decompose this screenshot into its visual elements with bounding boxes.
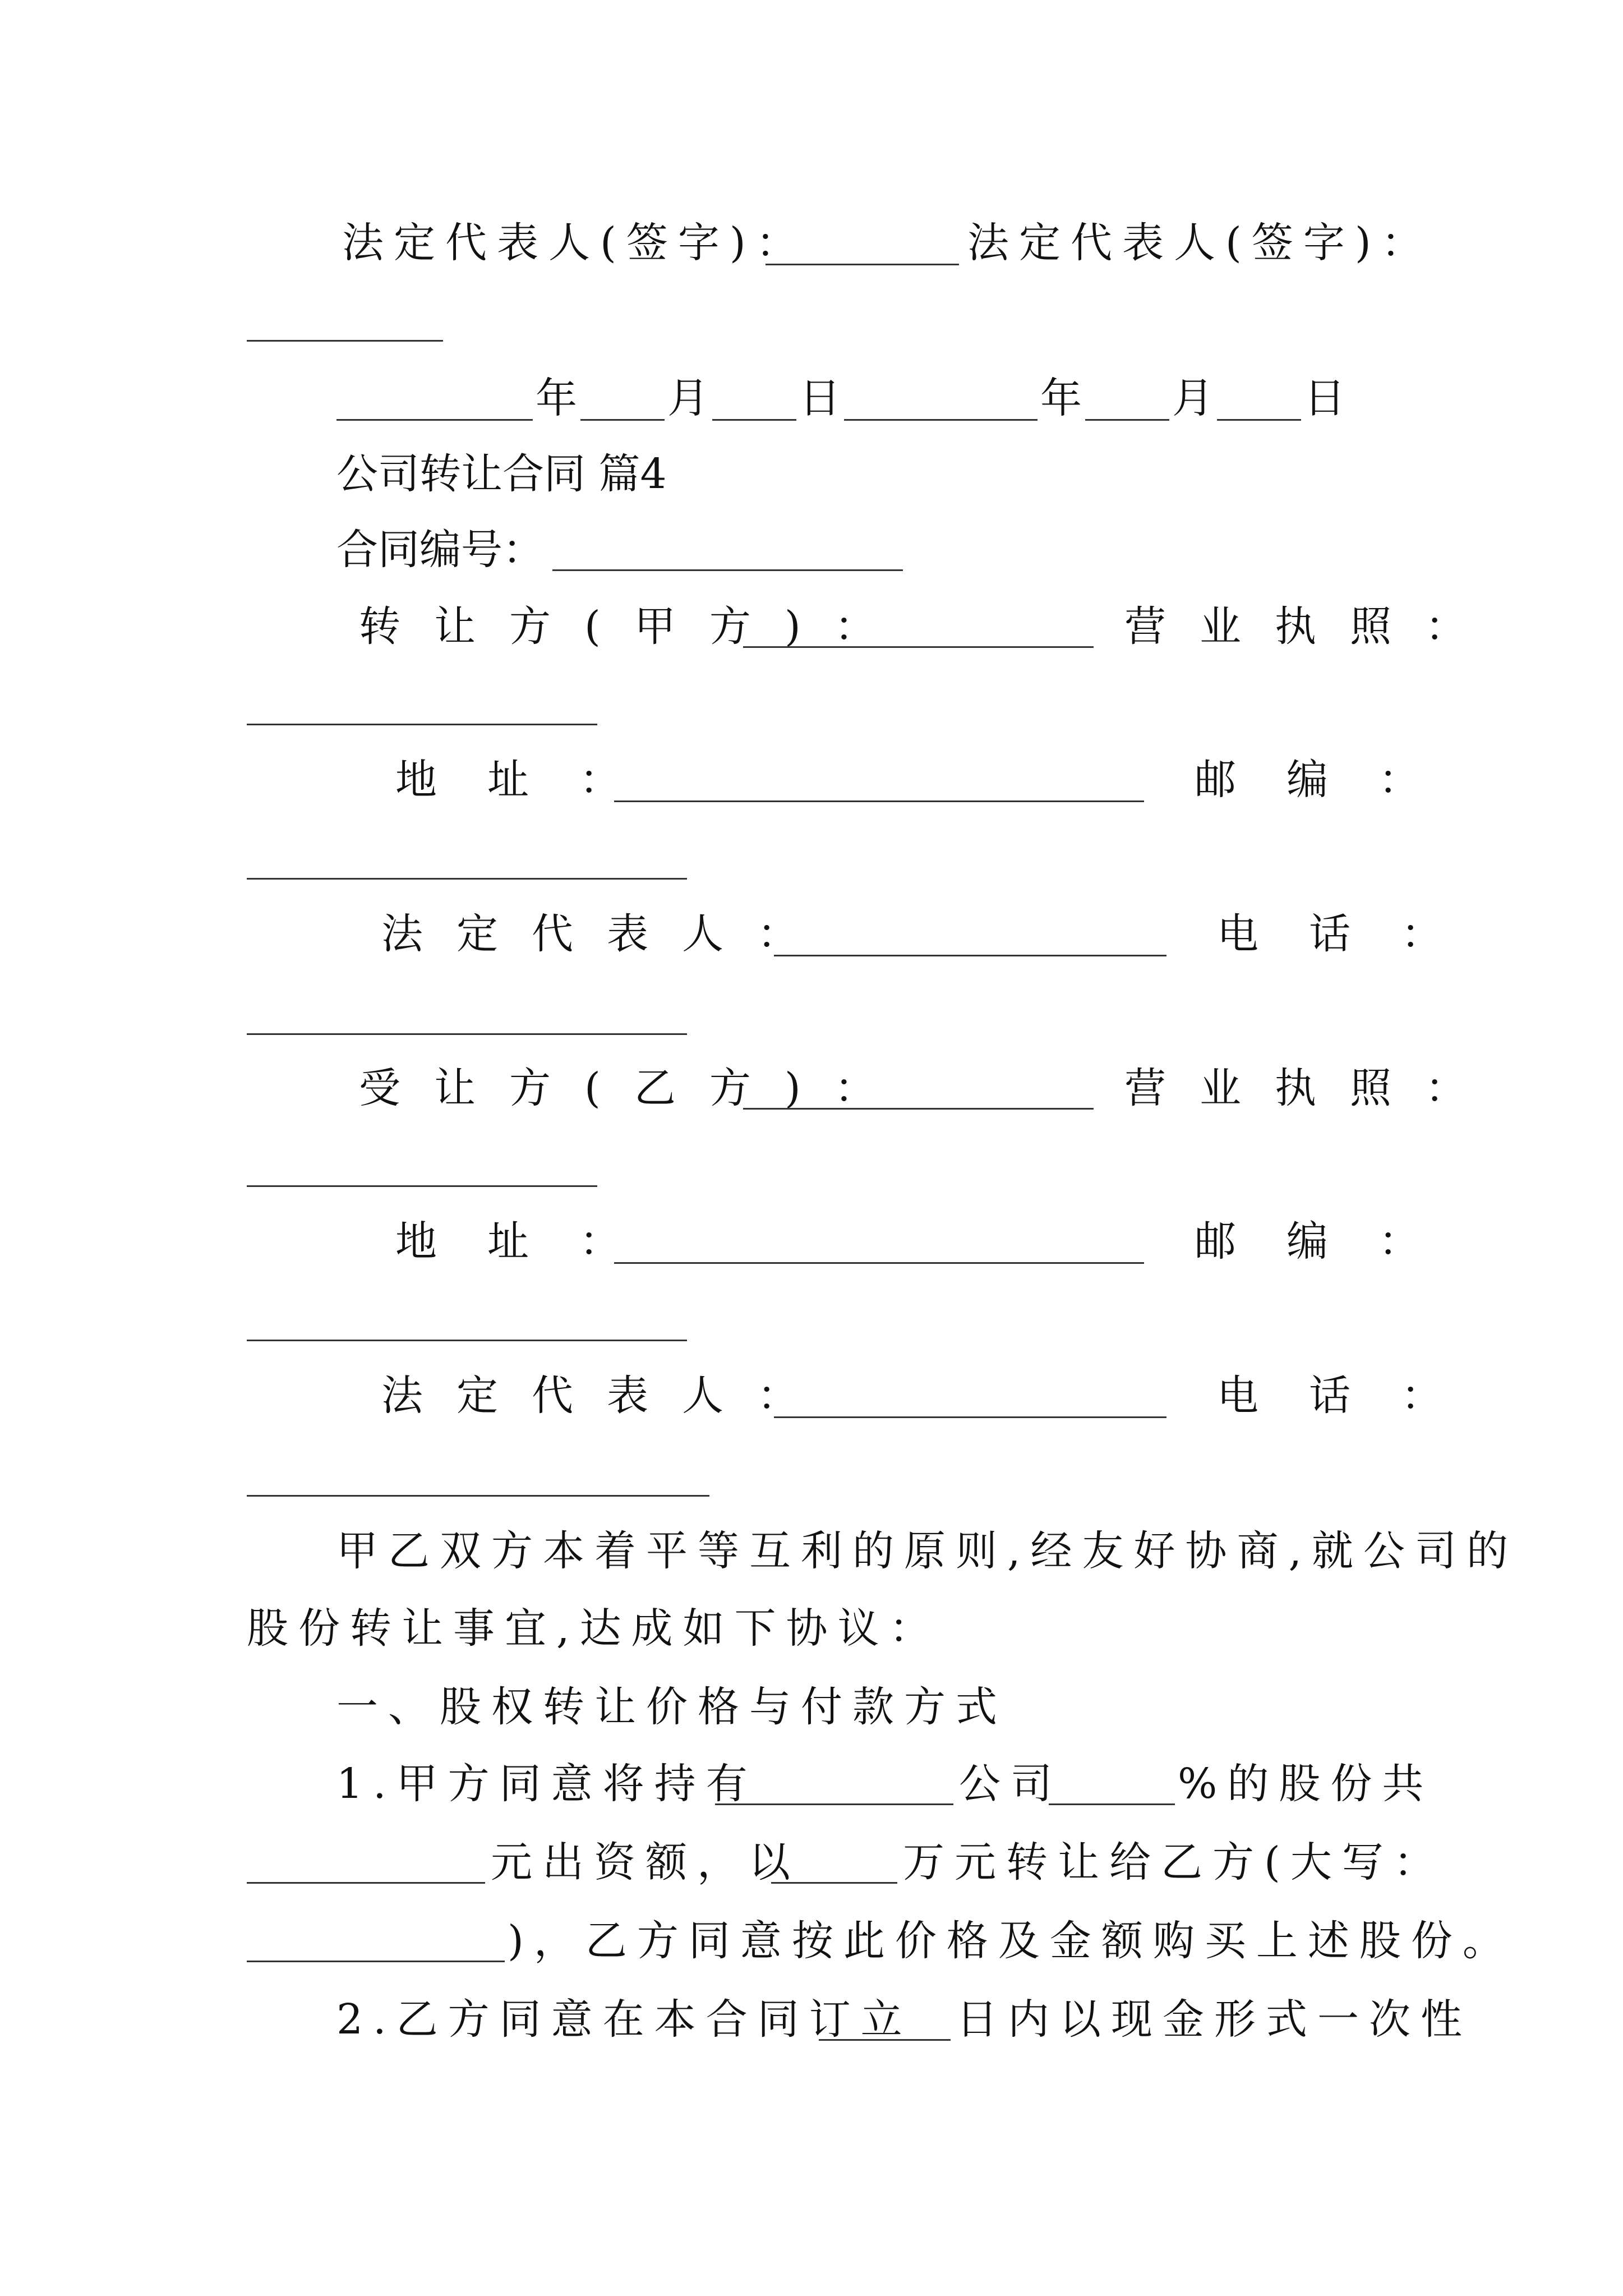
item-1-text-4: 元出资额，以 xyxy=(491,1838,800,1887)
transferor-phone-blank[interactable] xyxy=(247,1033,687,1035)
day-blank-right[interactable] xyxy=(1217,419,1301,421)
transferee-license-label: 营业执照： xyxy=(1124,1064,1500,1112)
transferor-license-blank[interactable] xyxy=(247,724,597,725)
item-2-text-2: 日内以现金形式一次性 xyxy=(956,1995,1472,2044)
year-blank-right[interactable] xyxy=(844,419,1038,421)
transferee-address-blank[interactable] xyxy=(614,1262,1144,1264)
payment-days-blank[interactable] xyxy=(819,2039,951,2041)
month-blank-left[interactable] xyxy=(580,419,665,421)
transferor-address-label: 地址： xyxy=(395,756,671,804)
contract-no-blank[interactable] xyxy=(552,569,903,571)
item-1-text-6: )，乙方同意按此价格及金额购买上述股份。 xyxy=(508,1917,1514,1965)
item-2-text-1: 2.乙方同意在本合同订立 xyxy=(336,1995,912,2044)
legal-rep-sign-label-right: 法定代表人(签字)： xyxy=(967,219,1433,267)
contract-no-label: 合同编号： xyxy=(336,526,544,574)
transferee-phone-blank[interactable] xyxy=(247,1495,709,1497)
year-blank-left[interactable] xyxy=(336,419,533,421)
transferee-license-blank[interactable] xyxy=(247,1185,597,1187)
transferee-phone-label: 电话： xyxy=(1217,1372,1493,1420)
capital-amount-blank[interactable] xyxy=(247,1882,485,1884)
price-amount-blank[interactable] xyxy=(771,1882,897,1884)
transferor-rep-blank[interactable] xyxy=(774,955,1166,956)
month-label-left: 月 xyxy=(667,374,709,422)
transferee-zip-label: 邮编： xyxy=(1195,1217,1470,1266)
intro-line-1: 甲乙双方本着平等互利的原则,经友好协商,就公司的 xyxy=(336,1527,1519,1575)
price-uppercase-blank[interactable] xyxy=(247,1961,505,1962)
transferor-blank[interactable] xyxy=(743,646,1094,648)
day-blank-left[interactable] xyxy=(712,419,796,421)
legal-rep-sign-blank-left[interactable] xyxy=(766,264,959,265)
transferee-label: 受让方(乙方)： xyxy=(359,1064,910,1112)
year-label-left: 年 xyxy=(536,374,577,422)
company-name-blank[interactable] xyxy=(715,1803,953,1805)
legal-rep-sign-blank-right[interactable] xyxy=(247,340,443,342)
transferor-zip-label: 邮编： xyxy=(1195,756,1470,804)
transferor-zip-blank[interactable] xyxy=(247,878,687,880)
clause-1-title: 一、股权转让价格与付款方式 xyxy=(336,1683,1007,1731)
transferee-rep-label: 法定代表人： xyxy=(381,1372,832,1420)
item-1-text-3: %的股份共 xyxy=(1178,1760,1434,1808)
transferee-rep-blank[interactable] xyxy=(774,1416,1166,1418)
month-label-right: 月 xyxy=(1172,374,1214,422)
month-blank-right[interactable] xyxy=(1085,419,1169,421)
transferor-license-label: 营业执照： xyxy=(1124,602,1500,651)
item-1-text-1: 1.甲方同意将持有 xyxy=(336,1760,758,1808)
item-1-text-2: 公司 xyxy=(959,1760,1062,1808)
transferee-blank[interactable] xyxy=(743,1108,1094,1110)
share-percent-blank[interactable] xyxy=(1049,1803,1175,1805)
transferor-address-blank[interactable] xyxy=(614,800,1144,802)
year-label-right: 年 xyxy=(1040,374,1082,422)
intro-line-2: 股份转让事宜,达成如下协议： xyxy=(247,1604,941,1653)
transferee-zip-blank[interactable] xyxy=(247,1340,687,1341)
transferor-label: 转让方(甲方)： xyxy=(359,602,910,651)
day-label-left: 日 xyxy=(799,374,841,422)
transferor-rep-label: 法定代表人： xyxy=(381,910,832,958)
legal-rep-sign-label-left: 法定代表人(签字)： xyxy=(342,219,808,267)
transferee-address-label: 地址： xyxy=(395,1217,671,1266)
section-title: 公司转让合同 篇4 xyxy=(336,450,667,498)
day-label-right: 日 xyxy=(1304,374,1345,422)
transferor-phone-label: 电话： xyxy=(1217,910,1493,958)
item-1-text-5: 万元转让给乙方(大写： xyxy=(903,1838,1445,1887)
